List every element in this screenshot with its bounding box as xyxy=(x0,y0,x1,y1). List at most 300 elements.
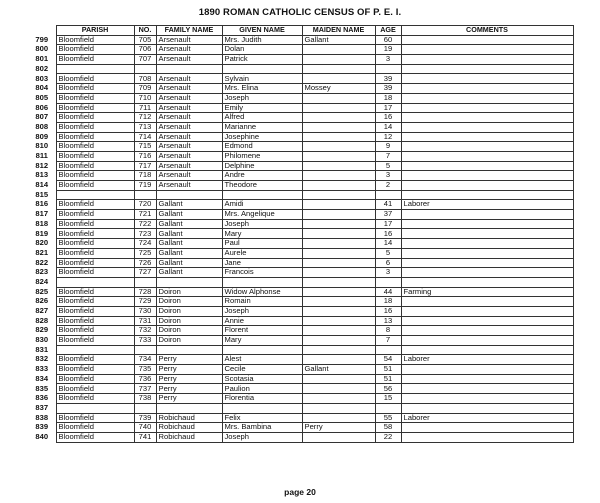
row-number: 838 xyxy=(35,413,49,422)
family-name-cell: Arsenault xyxy=(156,74,222,84)
maiden-name-cell xyxy=(302,374,375,384)
parish-cell: Bloomfield xyxy=(56,113,134,123)
parish-cell: Bloomfield xyxy=(56,374,134,384)
family-name-cell: Arsenault xyxy=(156,55,222,65)
parish-cell: Bloomfield xyxy=(56,413,134,423)
family-name-cell xyxy=(156,403,222,413)
table-row xyxy=(28,229,573,239)
no-cell: 740 xyxy=(134,423,156,433)
given-name-cell: Edmond xyxy=(222,142,302,152)
family-name-cell: Doiron xyxy=(156,287,222,297)
maiden-name-cell xyxy=(302,277,375,287)
family-name-cell: Gallant xyxy=(156,239,222,249)
parish-cell: Bloomfield xyxy=(56,239,134,249)
table-row xyxy=(28,432,573,442)
comments-cell xyxy=(401,113,573,123)
given-name-cell: Andre xyxy=(222,171,302,181)
row-number: 800 xyxy=(35,44,49,54)
family-name-cell: Doiron xyxy=(156,306,222,316)
parish-cell: Bloomfield xyxy=(56,297,134,307)
family-name-cell: Perry xyxy=(156,394,222,404)
maiden-name-cell xyxy=(302,219,375,229)
no-cell xyxy=(134,64,156,74)
given-name-cell: Aurele xyxy=(222,248,302,258)
parish-cell: Bloomfield xyxy=(56,365,134,375)
family-name-cell: Gallant xyxy=(156,200,222,210)
no-cell: 739 xyxy=(134,413,156,423)
age-cell: 51 xyxy=(375,374,401,384)
comments-cell xyxy=(401,432,573,442)
no-cell: 716 xyxy=(134,151,156,161)
comments-cell xyxy=(401,345,573,355)
row-number: 839 xyxy=(35,422,49,432)
age-cell: 3 xyxy=(375,55,401,65)
no-cell: 718 xyxy=(134,171,156,181)
table-row xyxy=(28,258,573,268)
parish-cell: Bloomfield xyxy=(56,74,134,84)
row-number: 808 xyxy=(35,122,49,131)
table-row xyxy=(28,122,573,132)
age-cell: 5 xyxy=(375,248,401,258)
given-name-cell: Widow Alphonse xyxy=(222,287,302,297)
comments-cell xyxy=(401,74,573,84)
maiden-name-cell xyxy=(302,93,375,103)
comments-cell xyxy=(401,93,573,103)
age-cell: 18 xyxy=(375,297,401,307)
age-cell: 16 xyxy=(375,306,401,316)
comments-cell xyxy=(401,248,573,258)
age-cell: 14 xyxy=(375,122,401,132)
comments-cell: Laborer xyxy=(401,200,573,210)
comments-cell xyxy=(401,181,573,191)
table-row xyxy=(28,413,573,423)
no-cell: 714 xyxy=(134,132,156,142)
table-row xyxy=(28,248,573,258)
family-name-cell: Robichaud xyxy=(156,432,222,442)
comments-cell xyxy=(401,277,573,287)
row-number: 819 xyxy=(35,228,49,238)
given-name-header: GIVEN NAME xyxy=(222,26,302,36)
age-cell: 13 xyxy=(375,316,401,326)
given-name-cell: Romain xyxy=(222,297,302,307)
no-cell: 705 xyxy=(134,35,156,45)
row-number: 834 xyxy=(35,374,49,383)
census-table xyxy=(28,25,574,443)
comments-cell xyxy=(401,229,573,239)
table-row xyxy=(28,132,573,142)
row-number: 803 xyxy=(35,73,49,83)
maiden-name-cell xyxy=(302,161,375,171)
table-row xyxy=(28,190,573,200)
parish-cell: Bloomfield xyxy=(56,336,134,346)
age-cell: 41 xyxy=(375,200,401,210)
no-cell xyxy=(134,345,156,355)
comments-cell xyxy=(401,306,573,316)
given-name-cell xyxy=(222,403,302,413)
maiden-name-cell xyxy=(302,297,375,307)
table-row xyxy=(28,355,573,365)
given-name-cell: Mary xyxy=(222,336,302,346)
parish-cell: Bloomfield xyxy=(56,55,134,65)
row-number: 812 xyxy=(35,161,49,170)
no-cell: 731 xyxy=(134,316,156,326)
row-number-header xyxy=(28,26,56,36)
comments-cell xyxy=(401,219,573,229)
maiden-name-cell: Gallant xyxy=(302,35,375,45)
age-cell: 5 xyxy=(375,161,401,171)
family-name-cell: Arsenault xyxy=(156,84,222,94)
row-number: 828 xyxy=(35,316,49,325)
row-number: 831 xyxy=(35,345,49,354)
maiden-name-cell xyxy=(302,210,375,220)
family-name-cell: Arsenault xyxy=(156,35,222,45)
age-cell: 7 xyxy=(375,336,401,346)
no-cell: 710 xyxy=(134,93,156,103)
age-cell: 51 xyxy=(375,365,401,375)
family-name-cell: Arsenault xyxy=(156,142,222,152)
family-name-cell: Perry xyxy=(156,374,222,384)
parish-header: PARISH xyxy=(56,26,134,36)
no-cell: 724 xyxy=(134,239,156,249)
table-row xyxy=(28,306,573,316)
parish-cell: Bloomfield xyxy=(56,45,134,55)
family-name-cell: Perry xyxy=(156,384,222,394)
row-number: 816 xyxy=(35,199,49,209)
table-row xyxy=(28,403,573,413)
maiden-name-cell xyxy=(302,55,375,65)
no-cell: 721 xyxy=(134,210,156,220)
maiden-name-cell xyxy=(302,74,375,84)
table-row xyxy=(28,142,573,152)
table-row xyxy=(28,297,573,307)
maiden-name-cell xyxy=(302,103,375,113)
given-name-cell: Delphine xyxy=(222,161,302,171)
comments-cell xyxy=(401,142,573,152)
age-cell: 9 xyxy=(375,142,401,152)
parish-cell: Bloomfield xyxy=(56,248,134,258)
no-cell: 738 xyxy=(134,394,156,404)
maiden-name-cell xyxy=(302,190,375,200)
age-cell: 58 xyxy=(375,423,401,433)
parish-cell: Bloomfield xyxy=(56,103,134,113)
family-name-cell xyxy=(156,64,222,74)
comments-cell xyxy=(401,336,573,346)
comments-cell xyxy=(401,297,573,307)
maiden-name-cell xyxy=(302,403,375,413)
comments-cell xyxy=(401,171,573,181)
maiden-name-cell xyxy=(302,122,375,132)
table-row xyxy=(28,345,573,355)
comments-cell xyxy=(401,384,573,394)
given-name-cell: Mrs. Angelique xyxy=(222,210,302,220)
age-cell: 44 xyxy=(375,287,401,297)
age-cell: 18 xyxy=(375,93,401,103)
parish-cell: Bloomfield xyxy=(56,432,134,442)
maiden-name-cell: Perry xyxy=(302,423,375,433)
maiden-name-cell xyxy=(302,355,375,365)
census-body xyxy=(28,35,573,442)
row-number: 830 xyxy=(35,335,49,345)
table-row xyxy=(28,161,573,171)
family-name-cell: Doiron xyxy=(156,326,222,336)
row-number: 813 xyxy=(35,170,49,180)
parish-cell xyxy=(56,64,134,74)
comments-cell xyxy=(401,103,573,113)
given-name-cell: Joseph xyxy=(222,306,302,316)
parish-cell: Bloomfield xyxy=(56,355,134,365)
maiden-name-cell xyxy=(302,287,375,297)
parish-cell: Bloomfield xyxy=(56,93,134,103)
comments-cell xyxy=(401,161,573,171)
parish-cell: Bloomfield xyxy=(56,181,134,191)
age-cell: 6 xyxy=(375,258,401,268)
table-row xyxy=(28,394,573,404)
comments-cell xyxy=(401,55,573,65)
table-row xyxy=(28,181,573,191)
comments-cell xyxy=(401,316,573,326)
table-row xyxy=(28,113,573,123)
no-cell: 737 xyxy=(134,384,156,394)
maiden-name-cell xyxy=(302,181,375,191)
row-number: 840 xyxy=(35,432,49,441)
parish-cell: Bloomfield xyxy=(56,122,134,132)
family-name-cell xyxy=(156,277,222,287)
table-row xyxy=(28,287,573,297)
age-cell xyxy=(375,64,401,74)
given-name-cell: Florentia xyxy=(222,394,302,404)
parish-cell: Bloomfield xyxy=(56,326,134,336)
comments-cell xyxy=(401,268,573,278)
comments-cell xyxy=(401,84,573,94)
maiden-name-cell xyxy=(302,200,375,210)
parish-cell xyxy=(56,403,134,413)
given-name-cell xyxy=(222,277,302,287)
table-row xyxy=(28,64,573,74)
given-name-cell: Marianne xyxy=(222,122,302,132)
age-cell: 60 xyxy=(375,35,401,45)
row-number: 822 xyxy=(35,258,49,267)
family-name-cell: Gallant xyxy=(156,210,222,220)
no-cell: 730 xyxy=(134,306,156,316)
parish-cell: Bloomfield xyxy=(56,287,134,297)
age-cell: 3 xyxy=(375,171,401,181)
given-name-cell: Mrs. Judith xyxy=(222,35,302,45)
table-row xyxy=(28,239,573,249)
family-name-cell xyxy=(156,190,222,200)
no-cell: 711 xyxy=(134,103,156,113)
no-cell: 725 xyxy=(134,248,156,258)
no-cell: 735 xyxy=(134,365,156,375)
family-name-cell: Robichaud xyxy=(156,413,222,423)
no-cell: 712 xyxy=(134,113,156,123)
given-name-cell: Philomene xyxy=(222,151,302,161)
given-name-cell xyxy=(222,345,302,355)
row-number: 799 xyxy=(35,35,49,44)
maiden-name-cell xyxy=(302,336,375,346)
parish-cell: Bloomfield xyxy=(56,84,134,94)
row-number: 806 xyxy=(35,103,49,112)
parish-cell xyxy=(56,277,134,287)
family-name-cell: Gallant xyxy=(156,258,222,268)
comments-cell: Laborer xyxy=(401,413,573,423)
family-name-cell: Perry xyxy=(156,365,222,375)
parish-cell: Bloomfield xyxy=(56,306,134,316)
no-cell: 715 xyxy=(134,142,156,152)
maiden-name-cell xyxy=(302,113,375,123)
given-name-cell: Paul xyxy=(222,239,302,249)
parish-cell: Bloomfield xyxy=(56,258,134,268)
table-row xyxy=(28,200,573,210)
family-name-cell: Gallant xyxy=(156,268,222,278)
row-number: 837 xyxy=(35,403,49,412)
comments-cell xyxy=(401,239,573,249)
comments-cell xyxy=(401,365,573,375)
comments-cell xyxy=(401,64,573,74)
table-row xyxy=(28,384,573,394)
age-cell: 39 xyxy=(375,84,401,94)
family-name-cell: Arsenault xyxy=(156,161,222,171)
age-cell: 39 xyxy=(375,74,401,84)
row-number: 807 xyxy=(35,112,49,122)
maiden-name-cell xyxy=(302,248,375,258)
row-number: 835 xyxy=(35,383,49,393)
given-name-cell: Dolan xyxy=(222,45,302,55)
maiden-name-header: MAIDEN NAME xyxy=(302,26,375,36)
no-cell: 734 xyxy=(134,355,156,365)
page-number: page 20 xyxy=(284,487,316,497)
row-number: 801 xyxy=(35,54,49,64)
maiden-name-cell xyxy=(302,64,375,74)
no-cell: 708 xyxy=(134,74,156,84)
given-name-cell: Paulion xyxy=(222,384,302,394)
maiden-name-cell xyxy=(302,132,375,142)
age-cell: 17 xyxy=(375,103,401,113)
no-cell: 733 xyxy=(134,336,156,346)
row-number: 833 xyxy=(35,364,49,374)
table-row xyxy=(28,268,573,278)
given-name-cell: Amidi xyxy=(222,200,302,210)
maiden-name-cell xyxy=(302,151,375,161)
table-row xyxy=(28,374,573,384)
comments-cell xyxy=(401,35,573,45)
age-cell: 19 xyxy=(375,45,401,55)
comments-cell xyxy=(401,258,573,268)
family-name-cell: Doiron xyxy=(156,316,222,326)
parish-cell: Bloomfield xyxy=(56,132,134,142)
parish-cell: Bloomfield xyxy=(56,200,134,210)
row-number: 832 xyxy=(35,354,49,364)
table-row xyxy=(28,336,573,346)
row-number: 805 xyxy=(35,93,49,102)
table-row xyxy=(28,35,573,45)
row-number: 804 xyxy=(35,83,49,93)
no-cell: 717 xyxy=(134,161,156,171)
no-cell: 709 xyxy=(134,84,156,94)
comments-cell xyxy=(401,122,573,132)
maiden-name-cell xyxy=(302,45,375,55)
comments-header: COMMENTS xyxy=(401,26,573,36)
parish-cell xyxy=(56,345,134,355)
given-name-cell: Annie xyxy=(222,316,302,326)
age-cell: 7 xyxy=(375,151,401,161)
row-number: 815 xyxy=(35,190,49,199)
table-row xyxy=(28,84,573,94)
row-number: 826 xyxy=(35,296,49,306)
table-row xyxy=(28,171,573,181)
table-row xyxy=(28,219,573,229)
comments-cell xyxy=(401,403,573,413)
row-number: 811 xyxy=(35,151,48,161)
row-number: 814 xyxy=(35,180,49,190)
family-name-cell: Arsenault xyxy=(156,171,222,181)
given-name-cell: Josephine xyxy=(222,132,302,142)
age-header: AGE xyxy=(375,26,401,36)
no-cell: 707 xyxy=(134,55,156,65)
table-row xyxy=(28,326,573,336)
no-cell: 728 xyxy=(134,287,156,297)
no-cell: 722 xyxy=(134,219,156,229)
parish-cell: Bloomfield xyxy=(56,394,134,404)
table-row xyxy=(28,423,573,433)
maiden-name-cell xyxy=(302,384,375,394)
table-row xyxy=(28,210,573,220)
age-cell: 15 xyxy=(375,394,401,404)
no-cell: 732 xyxy=(134,326,156,336)
given-name-cell: Mrs. Bambina xyxy=(222,423,302,433)
no-header: NO. xyxy=(134,26,156,36)
comments-cell xyxy=(401,374,573,384)
family-name-cell xyxy=(156,345,222,355)
no-cell: 706 xyxy=(134,45,156,55)
row-number: 820 xyxy=(35,238,49,248)
maiden-name-cell xyxy=(302,432,375,442)
parish-cell: Bloomfield xyxy=(56,423,134,433)
maiden-name-cell: Gallant xyxy=(302,365,375,375)
given-name-cell: Scotasia xyxy=(222,374,302,384)
given-name-cell: Theodore xyxy=(222,181,302,191)
given-name-cell xyxy=(222,190,302,200)
age-cell: 16 xyxy=(375,229,401,239)
parish-cell xyxy=(56,190,134,200)
parish-cell: Bloomfield xyxy=(56,229,134,239)
family-name-cell: Arsenault xyxy=(156,103,222,113)
age-cell: 12 xyxy=(375,132,401,142)
family-name-cell: Arsenault xyxy=(156,122,222,132)
table-row xyxy=(28,316,573,326)
page-title: 1890 ROMAN CATHOLIC CENSUS OF P. E. I. xyxy=(198,7,402,18)
family-name-cell: Arsenault xyxy=(156,151,222,161)
maiden-name-cell xyxy=(302,268,375,278)
given-name-cell: Cecile xyxy=(222,365,302,375)
family-name-cell: Arsenault xyxy=(156,132,222,142)
age-cell: 14 xyxy=(375,239,401,249)
family-name-cell: Arsenault xyxy=(156,45,222,55)
no-cell xyxy=(134,403,156,413)
no-cell: 727 xyxy=(134,268,156,278)
given-name-cell: Patrick xyxy=(222,55,302,65)
row-number: 802 xyxy=(35,64,49,73)
maiden-name-cell xyxy=(302,239,375,249)
maiden-name-cell xyxy=(302,413,375,423)
maiden-name-cell: Mossey xyxy=(302,84,375,94)
parish-cell: Bloomfield xyxy=(56,161,134,171)
maiden-name-cell xyxy=(302,229,375,239)
table-row xyxy=(28,151,573,161)
given-name-cell: Joseph xyxy=(222,93,302,103)
no-cell: 741 xyxy=(134,432,156,442)
parish-cell: Bloomfield xyxy=(56,142,134,152)
no-cell: 720 xyxy=(134,200,156,210)
